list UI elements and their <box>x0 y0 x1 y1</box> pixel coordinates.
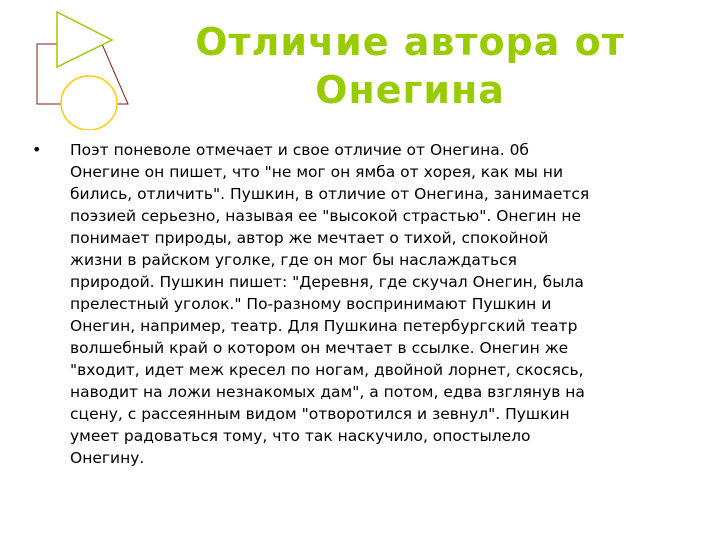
text-line: волшебный край о котором он мечтает в ссылке. Онегин же <box>70 339 569 357</box>
text-line: Онегине он пишет, что "не мог он ямба от хорея, как мы ни <box>70 163 564 181</box>
body-content <box>30 139 680 469</box>
triangle-shape <box>57 12 112 67</box>
text-line: понимает природы, автор же мечтает о тихой, спокойной <box>70 229 549 247</box>
text-line: природой. Пушкин пишет: "Деревня, где скучал Онегин, была <box>70 273 584 291</box>
text-line: "входит, идет меж кресел по ногам, двойной лорнет, скосясь, <box>70 361 584 379</box>
text-line: наводит на ложи незнакомых дам", а потом, едва взглянув на <box>70 383 585 401</box>
text-line: умеет радоваться тому, что так наскучило, опостылело <box>70 427 531 445</box>
text-line: прелестный уголок." По-разному воспринимают Пушкин и <box>70 295 552 313</box>
bullet-marker: • <box>32 140 42 159</box>
title-line-1: Отличие автора от <box>195 20 625 64</box>
text-line: Поэт поневоле отмечает и свое отличие от Онегина. 0б <box>70 141 529 159</box>
decorative-shapes <box>0 0 150 130</box>
title-line-2: Онегина <box>315 68 505 112</box>
slide-title <box>150 18 670 114</box>
paragraph-text <box>70 139 589 469</box>
circle-shape <box>61 76 117 130</box>
text-line: поэзией серьезно, называя ее "высокой страстью". Онегин не <box>70 207 582 225</box>
bullet-item <box>30 139 680 469</box>
text-line: сцену, с рассеянным видом "отворотился и зевнул". Пушкин <box>70 405 570 423</box>
text-line: Онегин, например, театр. Для Пушкина петербургский театр <box>70 317 578 335</box>
text-line: жизни в райском уголке, где он мог бы наслаждаться <box>70 251 517 269</box>
text-line: Онегину. <box>70 449 145 467</box>
text-line: бились, отличить". Пушкин, в отличие от Онегина, занимается <box>70 185 590 203</box>
